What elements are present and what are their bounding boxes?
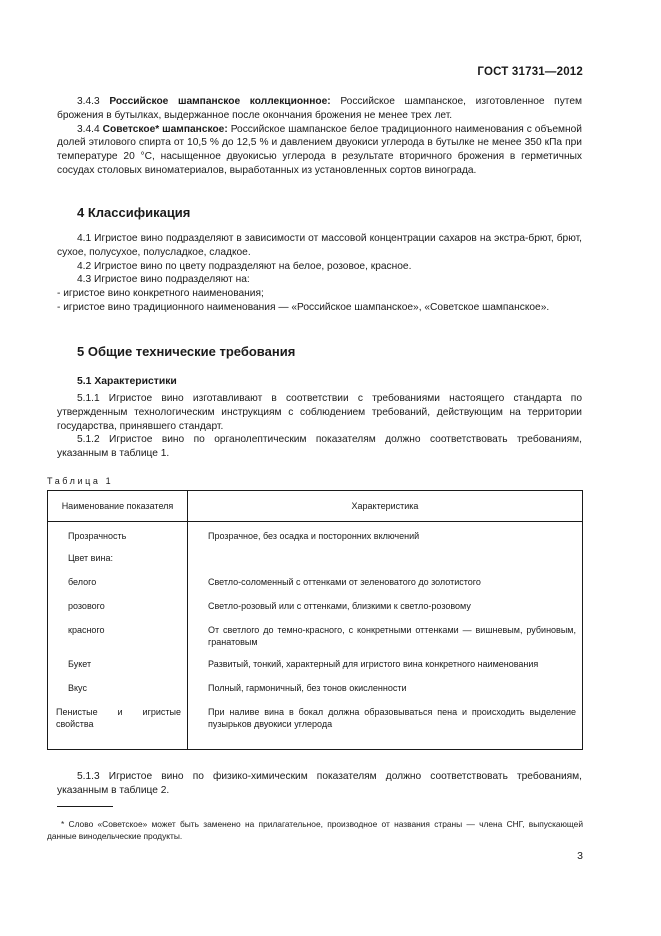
table-cell-value: Развитый, тонкий, характерный для игристого вина конкретного наименования (188, 648, 583, 672)
heading-general-requirements: 5 Общие технические требования (77, 344, 296, 359)
paragraph-3-4-4: 3.4.4 Советское* шампанское: Российское шампанское белое традиционного наименования с объемной долей этилового спирта от 10,5 % до 12,5 % и давлением двуокиси углерода в бутылке не менее 350 кПа при температуре 20 °С, насыщенное двуокисью углерода в результате вторичного брожения в герметичных сосудах столовых виноматериалов, выработанных из установленных сортов винограда. (57, 123, 582, 176)
list-item-specific-name: - игристое вино конкретного наименования; (57, 288, 264, 300)
paragraph-5-1-1: 5.1.1 Игристое вино изготавливают в соответствии с требованиями настоящего стандарта по утвержденным технологическим инструкциям с соблюдением требований, действующим на территории государства, принявшего стандарт. (57, 393, 582, 432)
column-header-indicator: Наименование показателя (48, 491, 188, 522)
table-caption: Таблица 1 (47, 476, 114, 486)
table-cell-name: Вкус (48, 672, 188, 696)
table-cell-value: Светло-соломенный с оттенками от зеленоватого до золотистого (188, 566, 583, 590)
table-cell-value (188, 544, 583, 566)
list-item-traditional-name: - игристое вино традиционного наименования — «Российское шампанское», «Советское шампанское». (57, 301, 550, 313)
paragraph-4-1: 4.1 Игристое вино подразделяют в зависимости от массовой концентрации сахаров на экстра-брют, брют, сухое, полусухое, полусладкое, сладкое. (57, 233, 582, 258)
table-row (48, 522, 583, 544)
table-row (48, 614, 583, 648)
table-row (48, 544, 583, 566)
table-organoleptic (47, 490, 583, 750)
standard-code: ГОСТ 31731—2012 (477, 66, 583, 78)
table-cell-name: Букет (48, 648, 188, 672)
paragraph-5-1-3: 5.1.3 Игристое вино по физико-химическим показателям должно соответствовать требованиям, указанным в таблице 2. (57, 771, 582, 796)
body-block-physchem (57, 770, 582, 798)
table-cell-name: красного (48, 614, 188, 648)
heading-classification: 4 Классификация (77, 205, 191, 220)
term-soviet-champagne: Советское* шампанское: (102, 123, 228, 135)
term-russian-champagne-collection: Российское шампанское коллекционное: (109, 96, 331, 107)
section-4 (57, 206, 582, 220)
table-row (48, 696, 583, 750)
table-cell-name: розового (48, 590, 188, 614)
section-5 (57, 345, 582, 359)
table-cell-value: От светлого до темно-красного, с конкретными оттенками — вишневым, рубиновым, гранатовым (188, 614, 583, 648)
footnote: * Слово «Советское» может быть заменено на прилагательное, производное от названия страны — члена СНГ, выпускающей данные винодельческие продукты. (47, 819, 583, 841)
paragraph-3-4-3: 3.4.3 Российское шампанское коллекционное: Российское шампанское, изготовленное путем брожения в бутылках, выдержанное после окончания брожения не менее трех лет. (57, 96, 583, 121)
page-number: 3 (577, 850, 583, 862)
table-row (48, 566, 583, 590)
table-cell-value: Светло-розовый или с оттенками, близкими к светло-розовому (188, 590, 583, 614)
body-block-requirements (57, 392, 582, 461)
column-header-characteristic: Характеристика (188, 491, 583, 522)
table-cell-value: Полный, гармоничный, без тонов окисленности (188, 672, 583, 696)
body-block-classification (57, 232, 582, 315)
table-cell-value: При наливе вина в бокал должна образовываться пена и происходить выделение пузырьков двуокиси углерода (188, 696, 583, 750)
table-cell-name: Прозрачность (48, 522, 188, 544)
body-block-definitions (57, 95, 582, 178)
table-row (48, 590, 583, 614)
table-cell-name: Цвет вина: (48, 544, 188, 566)
table-row (48, 648, 583, 672)
paragraph-4-3: 4.3 Игристое вино подразделяют на: (77, 274, 250, 286)
section-5-1 (57, 375, 582, 389)
heading-characteristics: 5.1 Характеристики (77, 376, 177, 387)
table-cell-name: белого (48, 566, 188, 590)
paragraph-5-1-2: 5.1.2 Игристое вино по органолептическим показателям должно соответствовать требованиям, указанным в таблице 1. (57, 434, 582, 460)
table-cell-name: Пенистые и игристые свойства (48, 696, 188, 750)
table-cell-value: Прозрачное, без осадка и посторонних включений (188, 522, 583, 544)
table-row (48, 672, 583, 696)
paragraph-4-2: 4.2 Игристое вино по цвету подразделяют на белое, розовое, красное. (77, 260, 412, 272)
footnote-divider (57, 806, 113, 807)
